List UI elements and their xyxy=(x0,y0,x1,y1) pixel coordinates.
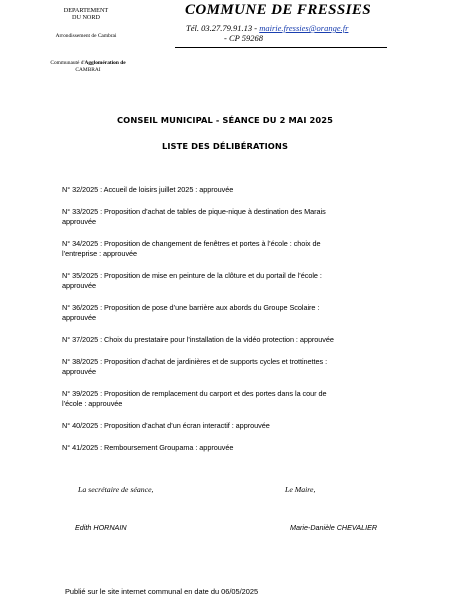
list-title: LISTE DES DÉLIBÉRATIONS xyxy=(161,141,289,151)
deliberations-list xyxy=(62,185,407,453)
department-line-2: DU NORD xyxy=(71,14,101,21)
mayor-label: Le Maire, xyxy=(285,485,316,494)
list-item: N° 37/2025 : Choix du prestataire pour l’installation de la vidéo protection : approuvée xyxy=(62,335,334,344)
communaute-bold: Agglomération de xyxy=(84,60,126,66)
list-item: N° 38/2025 : Proposition d’achat de jardinières et de supports cycles et trottinettes : approuvée xyxy=(62,357,328,376)
list-item: N° 39/2025 : Proposition de remplacement du carport et des portes dans la cour de l’école : approuvée xyxy=(62,389,327,408)
department-block xyxy=(44,7,128,21)
postal-code: - CP 59268 xyxy=(224,33,264,43)
communaute-line xyxy=(40,60,136,67)
session-title: CONSEIL MUNICIPAL - SÉANCE DU 2 MAI 2025 xyxy=(116,115,333,125)
list-item: N° 32/2025 : Accueil de loisirs juillet 2025 : approuvée xyxy=(62,185,234,194)
phone-text: Tél. 03.27.79.91.13 - xyxy=(186,23,260,33)
header-divider xyxy=(175,47,387,48)
arrondissement-text: Arrondissement de Cambrai xyxy=(55,33,117,39)
email-link[interactable]: mairie.fressies@orange.fr xyxy=(259,23,349,33)
communaute-block xyxy=(40,60,136,74)
commune-title: COMMUNE DE FRESSIES xyxy=(185,2,372,18)
secretary-name: Edith HORNAIN xyxy=(75,523,127,532)
list-item: N° 35/2025 : Proposition de mise en peinture de la clôture et du portail de l’école : approuvée xyxy=(62,271,322,290)
publication-note: Publié sur le site internet communal en date du 06/05/2025 xyxy=(65,587,259,596)
communaute-city: CAMBRAI xyxy=(75,67,101,73)
department-line-1: DEPARTEMENT xyxy=(63,7,109,14)
secretary-label: La secrétaire de séance, xyxy=(78,485,154,494)
contact-line xyxy=(186,24,386,33)
list-item: N° 33/2025 : Proposition d’achat de tables de pique-nique à destination des Marais approuvée xyxy=(62,207,326,226)
list-item: N° 40/2025 : Proposition d’achat d’un écran interactif : approuvée xyxy=(62,421,270,430)
list-item: N° 41/2025 : Remboursement Groupama : approuvée xyxy=(62,443,234,452)
list-item: N° 34/2025 : Proposition de changement de fenêtres et portes à l’école : choix de l’entreprise : approuvée xyxy=(62,239,321,258)
list-item: N° 36/2025 : Proposition de pose d’une barrière aux abords du Groupe Scolaire : approuvée xyxy=(62,303,320,322)
communaute-prefix: Communauté d' xyxy=(50,60,85,66)
mayor-name: Marie-Danièle CHEVALIER xyxy=(290,523,378,532)
